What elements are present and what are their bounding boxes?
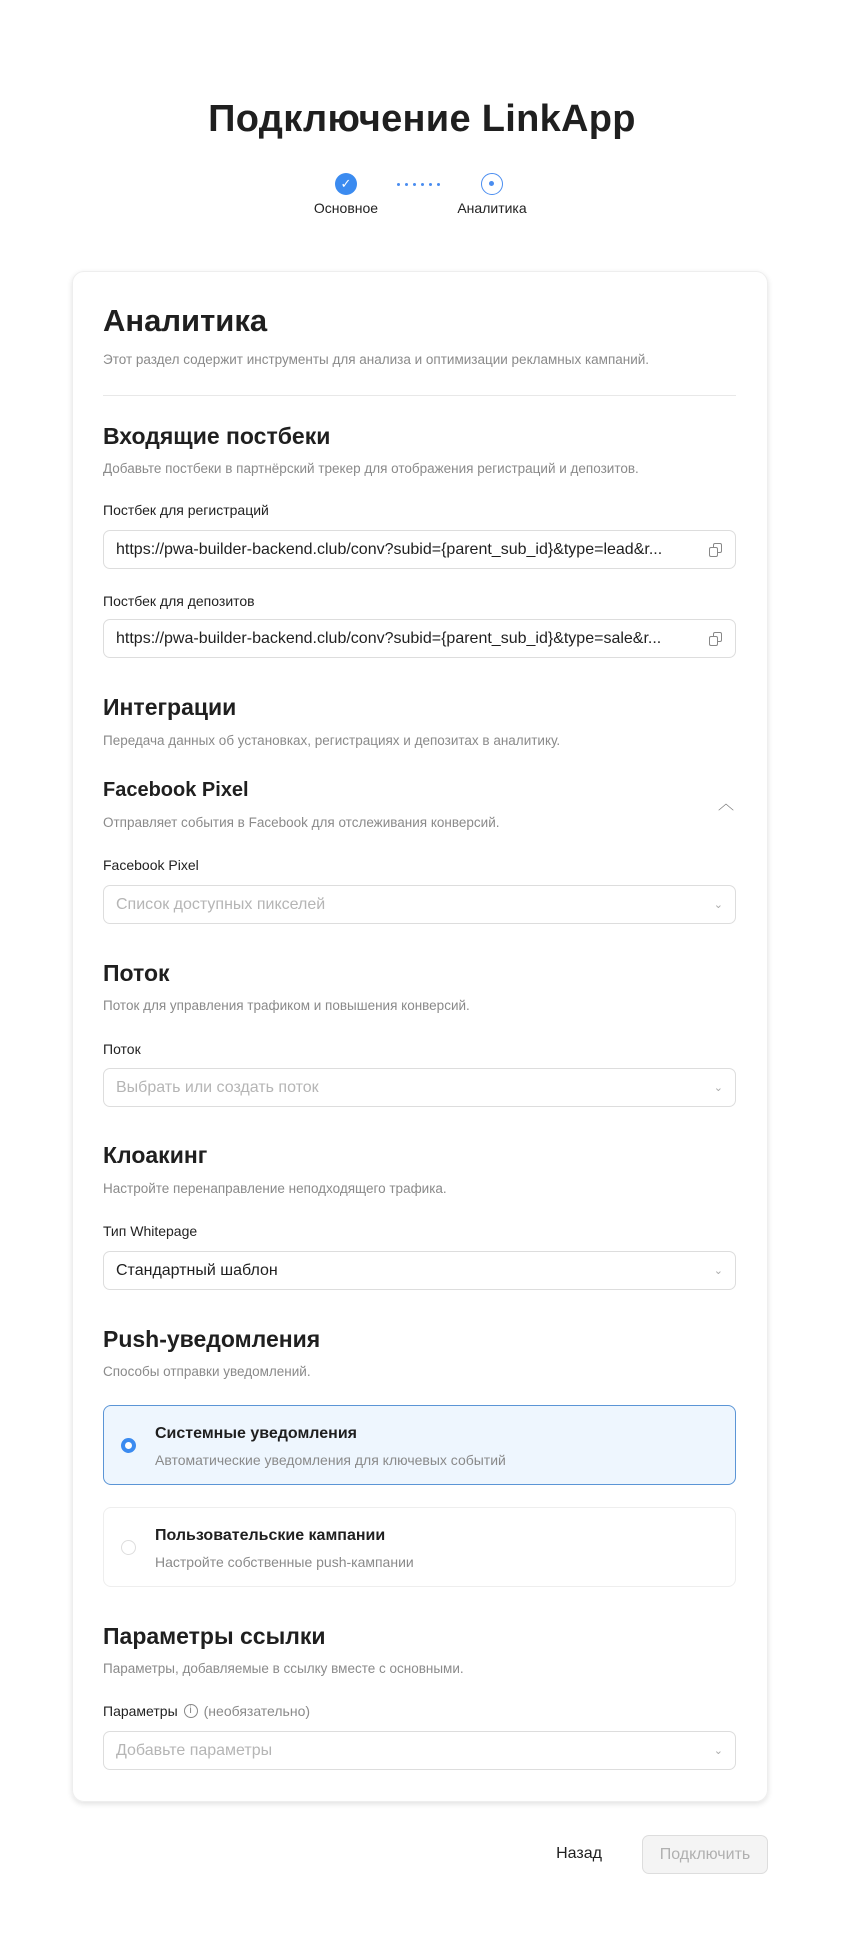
- push-description: Способы отправки уведомлений.: [103, 1364, 311, 1379]
- link-params-label-row: [103, 1702, 310, 1720]
- check-icon: ✓: [335, 173, 357, 195]
- radio-unselected-icon[interactable]: [121, 1540, 136, 1555]
- facebook-pixel-label: Facebook Pixel: [103, 857, 199, 873]
- info-icon[interactable]: i: [184, 1704, 198, 1718]
- back-button[interactable]: Назад: [556, 1845, 602, 1862]
- cloaking-title: Клоакинг: [103, 1142, 208, 1168]
- chevron-up-icon[interactable]: ︿: [717, 796, 734, 813]
- step-connector: [397, 183, 440, 186]
- chevron-down-icon: ⌄: [713, 899, 723, 911]
- whitepage-type-value: Стандартный шаблон: [116, 1261, 278, 1279]
- link-params-title: Параметры ссылки: [103, 1623, 326, 1649]
- chevron-down-icon: ⌄: [713, 1265, 723, 1277]
- integrations-title: Интеграции: [103, 694, 237, 720]
- cloaking-description: Настройте перенаправление неподходящего трафика.: [103, 1181, 447, 1196]
- radio-selected-icon[interactable]: [121, 1438, 136, 1453]
- facebook-pixel-title: Facebook Pixel: [103, 779, 249, 801]
- whitepage-type-label: Тип Whitepage: [103, 1223, 198, 1239]
- section-title: Аналитика: [103, 303, 268, 338]
- copy-icon[interactable]: [709, 632, 723, 646]
- postbacks-description: Добавьте постбеки в партнёрский трекер для отображения регистраций и депозитов.: [103, 461, 639, 476]
- chevron-down-icon: ⌄: [713, 1745, 723, 1757]
- link-params-description: Параметры, добавляемые в ссылку вместе с основными.: [103, 1661, 464, 1676]
- connect-button[interactable]: Подключить: [642, 1835, 768, 1874]
- facebook-pixel-select[interactable]: [103, 885, 736, 924]
- flow-select[interactable]: [103, 1068, 736, 1107]
- deposit-postback-label: Постбек для депозитов: [103, 593, 255, 609]
- chevron-down-icon: ⌄: [713, 1082, 723, 1094]
- option-title: Системные уведомления: [155, 1425, 357, 1442]
- deposit-postback-value: https://pwa-builder-backend.club/conv?subid={parent_sub_id}&type=sale&r...: [116, 629, 662, 647]
- optional-hint: (необязательно): [203, 1703, 311, 1719]
- facebook-pixel-description: Отправляет события в Facebook для отслеживания конверсий.: [103, 815, 500, 830]
- facebook-pixel-placeholder: Список доступных пикселей: [116, 895, 326, 913]
- push-option-system[interactable]: [103, 1405, 736, 1485]
- registration-postback-value: https://pwa-builder-backend.club/conv?subid={parent_sub_id}&type=lead&r...: [116, 540, 663, 558]
- registration-postback-label: Постбек для регистраций: [103, 502, 269, 518]
- deposit-postback-field[interactable]: [103, 619, 736, 658]
- flow-description: Поток для управления трафиком и повышения конверсий.: [103, 998, 470, 1013]
- link-params-label: Параметры: [103, 1703, 178, 1719]
- link-params-select[interactable]: [103, 1731, 736, 1770]
- push-option-custom[interactable]: [103, 1507, 736, 1587]
- option-title: Пользовательские кампании: [155, 1527, 386, 1544]
- option-description: Настройте собственные push-кампании: [155, 1554, 414, 1570]
- divider: [103, 395, 736, 396]
- current-step-icon: [481, 173, 503, 195]
- copy-icon[interactable]: [709, 543, 723, 557]
- flow-placeholder: Выбрать или создать поток: [116, 1078, 319, 1096]
- option-description: Автоматические уведомления для ключевых событий: [155, 1452, 506, 1468]
- section-description: Этот раздел содержит инструменты для анализа и оптимизации рекламных кампаний.: [103, 352, 650, 367]
- push-title: Push-уведомления: [103, 1326, 321, 1352]
- registration-postback-field[interactable]: [103, 530, 736, 569]
- flow-title: Поток: [103, 960, 170, 986]
- flow-label: Поток: [103, 1041, 141, 1057]
- whitepage-type-select[interactable]: [103, 1251, 736, 1290]
- step-label: Аналитика: [457, 200, 527, 216]
- step-label: Основное: [313, 200, 379, 216]
- page-title: Подключение LinkApp: [208, 98, 636, 140]
- link-params-placeholder: Добавьте параметры: [116, 1741, 273, 1759]
- postbacks-title: Входящие постбеки: [103, 423, 331, 449]
- integrations-description: Передача данных об установках, регистрациях и депозитах в аналитику.: [103, 733, 561, 748]
